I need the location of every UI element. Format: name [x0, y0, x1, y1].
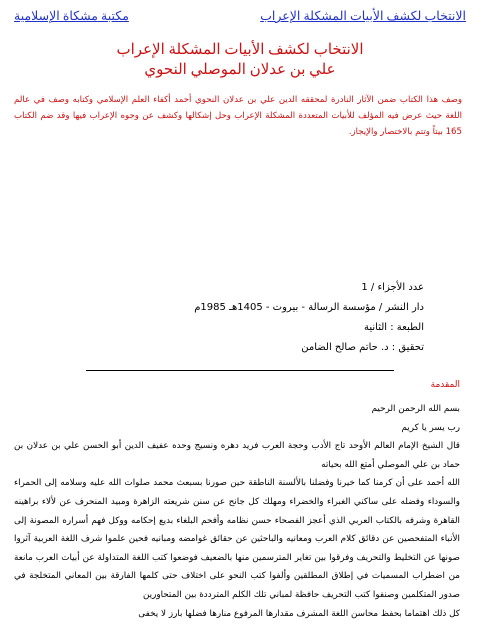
section-label: المقدمة	[430, 380, 460, 390]
title-block	[14, 40, 466, 80]
body-paragraph: الله أحمد على أن كرمنا كما خيرنا وفضلنا بالألسنة الناطقة حين صورنا بسبعث محمد صلوات الله عليه وسلامه إلى الحمراء والسوداء وفضله على ساكني الغبراء والخضراء ومهلك كل جانح عن سنن شريعته الزاهرة ومبيد المنحرف عن لألاء براهينه القاهرة وشرفه بالكتاب العربي الذي أعجز الفصحاء حسن نظامه وأفحم البلغاء بديع إحكامه ووكل فهم أسراره المصونة إلى الأنباء المتفحصين عن دقائق كلام العرب ومعانيه والباحثين عن حقائق غوامضه ومبانيه فحين علموا شرف اللغة العربية آثروا صونها عن التخليط والتحريف وفرقوا بين تغاير المترسمين منها بالضعيف فوضعوا كتب اللغة المتداولة عن أبيات العرب مانعة من اضطراب المسميات في إطلاق المطلقين وألفوا كتب النحو على اختلاف حتى كلمها الفارقة بين المعاني المتخلجة في صدور المتكلمين وصنفوا كتب التحريف حافظة لمباني تلك الكلم المترددة بين المتحاورين	[14, 478, 460, 600]
invocation-line: رب يسر يا كريم	[401, 422, 460, 433]
edition: الطبعة : الثانية	[363, 322, 424, 333]
book-description: وصف هذا الكتاب ضمن الآثار النادرة لمحققه الدين علي بن عدلان النحوي أحمد أكفاء العلم الإسلامي وكتابه وصف في عالم اللغة حيث عرض فيه المؤلف للأبيات المتعددة المشكلة الإعراب وحل إشكالها وكشف عن وجوه الإعراب فيها وقد ضم الكتاب 165 بيتاً وتتم بالاختصار والإيجاز.	[14, 95, 462, 137]
editor: تحقيق : د. حاتم صالح الضامن	[301, 342, 424, 353]
body-text	[14, 400, 460, 623]
author-name: علي بن عدلان الموصلي النحوي	[144, 62, 336, 78]
publication-info	[14, 278, 424, 358]
parts-count: عدد الأجزاء / 1	[361, 282, 424, 293]
header-library-name[interactable]: مكتبة مشكاة الإسلامية	[14, 9, 129, 23]
basmala-line: بسم الله الرحمن الرحيم	[371, 404, 460, 414]
body-paragraph: قال الشيخ الإمام العالم الأوحد تاج الأدب وحجة العرب فريد دهره ونسيج وحده عفيف الدين أبو الحسن علي بن عدلان بن حماد بن علي الموصلي أمتع الله بحياته	[14, 441, 460, 470]
header-book-title[interactable]: الانتخاب لكشف الأبيات المشكلة الإعراب	[260, 9, 466, 23]
publisher: دار النشر / مؤسسة الرسالة - بيروت - 1405هـ 1985م	[194, 302, 424, 313]
divider-line	[86, 370, 394, 371]
book-title: الانتخاب لكشف الأبيات المشكلة الإعراب	[116, 42, 364, 58]
body-paragraph: كل ذلك اهتماما بحفظ محاسن اللغة المشرف مقدارها المرفوع منارها فضلها بارز لا يخفى	[138, 608, 460, 619]
page-header	[14, 8, 466, 24]
